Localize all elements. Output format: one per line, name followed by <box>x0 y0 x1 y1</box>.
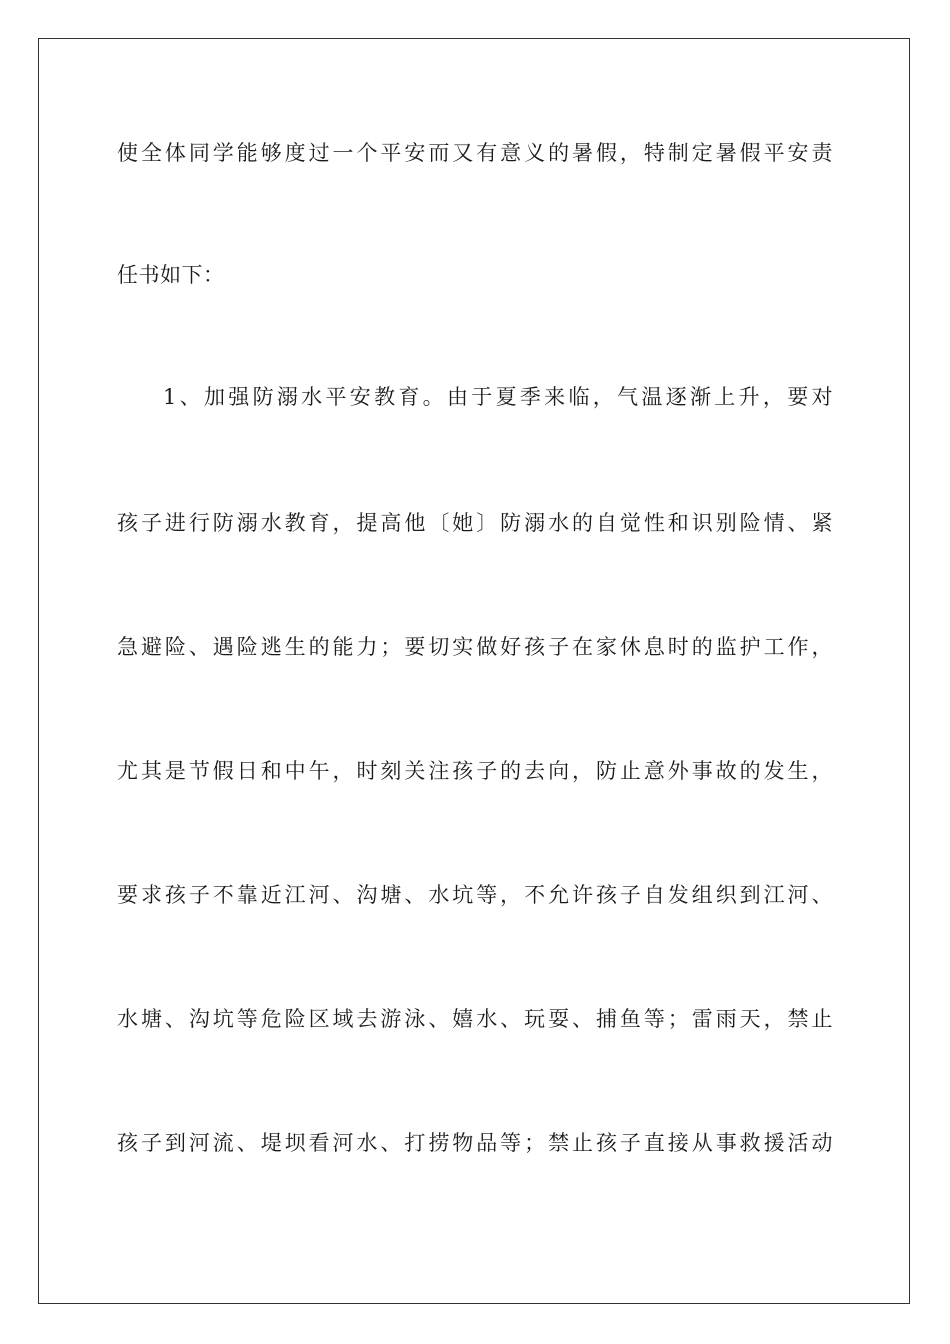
paragraph-line: 尤其是节假日和中午，时刻关注孩子的去向，防止意外事故的发生， <box>117 759 833 783</box>
paragraph-line: 孩子进行防溺水教育，提高他〔她〕防溺水的自觉性和识别险情、紧 <box>117 511 833 535</box>
paragraph-line: 急避险、遇险逃生的能力；要切实做好孩子在家休息时的监护工作， <box>117 635 833 659</box>
page-border <box>38 38 910 1304</box>
paragraph-line: 1、加强防溺水平安教育。由于夏季来临，气温逐渐上升，要对 <box>163 385 833 409</box>
paragraph-line: 水塘、沟坑等危险区域去游泳、嬉水、玩耍、捕鱼等；雷雨天，禁止 <box>117 1007 833 1031</box>
paragraph-line: 孩子到河流、堤坝看河水、打捞物品等；禁止孩子直接从事救援活动 <box>117 1131 833 1155</box>
paragraph-line: 使全体同学能够度过一个平安而又有意义的暑假，特制定暑假平安责 <box>117 141 833 165</box>
paragraph-line: 任书如下： <box>117 263 225 287</box>
paragraph-line: 要求孩子不靠近江河、沟塘、水坑等，不允许孩子自发组织到江河、 <box>117 883 833 907</box>
